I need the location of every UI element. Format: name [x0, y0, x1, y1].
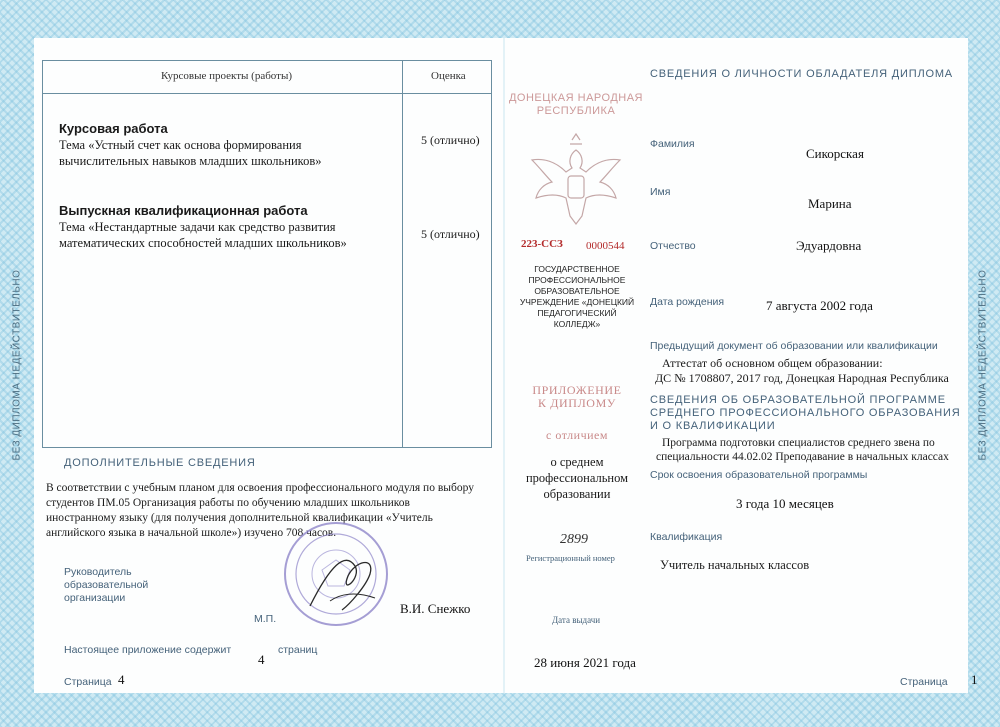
surname-label: Фамилия	[650, 138, 695, 150]
additional-line: иностранному языку (для получения дополнительной квалификации «Учитель	[46, 512, 433, 524]
additional-line: студентов ПМ.05 Организация работы по обучению младших школьников	[46, 497, 410, 509]
additional-line: В соответствии с учебным планом для освоения профессионального модуля по выбору	[46, 482, 474, 494]
dob-value: 7 августа 2002 года	[766, 298, 873, 313]
row-topic-line1: Тема «Нестандартные задачи как средство развития	[59, 220, 336, 234]
page-label-left: Страница	[64, 676, 112, 688]
col-grade-header: Оценка	[431, 70, 466, 82]
program-line2: специальности 44.02.02 Преподавание в начальных классах	[656, 451, 949, 463]
level-line: профессиональном	[525, 471, 629, 485]
series-value: 223-ССЗ	[521, 238, 563, 250]
head-label-line: Руководитель	[64, 566, 132, 578]
prev-doc-line1: Аттестат об основном общем образовании:	[662, 356, 883, 370]
appendix-line: К ДИПЛОМУ	[538, 396, 616, 410]
institution-line: ПРОФЕССИОНАЛЬНОЕ	[528, 275, 626, 285]
registration-number: 2899	[560, 532, 588, 547]
republic-line: ДОНЕЦКАЯ НАРОДНАЯ	[508, 92, 644, 104]
contains-value: 4	[258, 652, 265, 667]
patronymic-value: Эдуардовна	[796, 238, 862, 253]
republic-line: РЕСПУБЛИКА	[536, 105, 616, 117]
patronymic-label: Отчество	[650, 240, 696, 252]
course-projects-table	[42, 60, 492, 448]
side-text-left: БЕЗ ДИПЛОМА НЕДЕЙСТВИТЕЛЬНО	[11, 269, 23, 461]
page-label-right: Страница	[900, 676, 948, 688]
level-line: о среднем	[550, 455, 604, 469]
row-topic-line1: Тема «Устный счет как основа формирования	[59, 138, 302, 152]
education-level	[510, 454, 644, 502]
qualification-label: Квалификация	[650, 531, 723, 543]
row-topic-line2: математических способностей младших школьников»	[59, 236, 347, 250]
qualification-value: Учитель начальных классов	[660, 558, 810, 572]
number-value: 0000544	[586, 240, 625, 252]
appendix-line: ПРИЛОЖЕНИЕ	[532, 383, 622, 397]
honors-label: с отличием	[546, 428, 608, 442]
table-divider	[402, 61, 403, 447]
institution-line: ОБРАЗОВАТЕЛЬНОЕ	[534, 286, 620, 296]
page-number-left: 4	[118, 672, 125, 687]
additional-line: английского языка в начальной школе») изучено 708 часов.	[46, 527, 337, 539]
signature	[300, 546, 390, 616]
row-grade: 5 (отлично)	[421, 227, 480, 241]
right-side-strip	[970, 260, 996, 470]
program-title-line: СВЕДЕНИЯ ОБ ОБРАЗОВАТЕЛЬНОЙ ПРОГРАММЕ	[650, 394, 946, 406]
table-row	[59, 203, 393, 251]
institution-line: ПЕДАГОГИЧЕСКИЙ	[537, 308, 617, 318]
diploma-series	[521, 238, 563, 250]
col-projects-header: Курсовые проекты (работы)	[161, 70, 293, 82]
additional-info-text	[46, 481, 498, 541]
program-section-title	[650, 394, 961, 433]
row-title: Выпускная квалификационная работа	[59, 203, 308, 218]
dob-label: Дата рождения	[650, 296, 725, 308]
row-topic-line2: вычислительных навыков младших школьников»	[59, 154, 322, 168]
institution-line: УЧРЕЖДЕНИЕ «ДОНЕЦКИЙ	[519, 297, 635, 307]
term-value: 3 года 10 месяцев	[736, 496, 834, 511]
prev-doc-line2: ДС № 1708807, 2017 год, Донецкая Народная Республика	[655, 371, 949, 385]
table-row	[59, 121, 393, 169]
coat-of-arms-emblem	[526, 132, 626, 232]
program-line1: Программа подготовки специалистов среднего звена по	[662, 437, 935, 449]
first-name-value: Марина	[808, 196, 852, 211]
row-title: Курсовая работа	[59, 121, 168, 136]
head-label-line: образовательной	[64, 579, 149, 591]
diploma-number	[586, 240, 625, 252]
issue-date-label: Дата выдачи	[552, 615, 601, 625]
republic-name	[505, 92, 647, 118]
head-label-line: организации	[64, 592, 126, 604]
institution-line: КОЛЛЕДЖ»	[553, 319, 601, 329]
pages-word: страниц	[278, 644, 318, 656]
signer-name: В.И. Снежко	[400, 601, 471, 616]
contains-label: Настоящее приложение содержит	[64, 644, 232, 656]
level-line: образовании	[543, 487, 611, 501]
surname-value: Сикорская	[806, 146, 864, 161]
additional-info-title: ДОПОЛНИТЕЛЬНЫЕ СВЕДЕНИЯ	[64, 457, 256, 469]
registration-label: Регистрационный номер	[526, 553, 615, 563]
left-side-strip	[4, 260, 30, 470]
issue-date: 28 июня 2021 года	[534, 655, 636, 670]
page-number-right: 1	[971, 672, 978, 687]
page-fold	[503, 38, 505, 693]
row-grade: 5 (отлично)	[421, 133, 480, 147]
program-title-line: СРЕДНЕГО ПРОФЕССИОНАЛЬНОГО ОБРАЗОВАНИЯ	[650, 407, 961, 419]
first-name-label: Имя	[650, 186, 671, 198]
institution-line: ГОСУДАРСТВЕННОЕ	[534, 264, 620, 274]
institution-name	[510, 264, 644, 330]
appendix-title	[510, 384, 644, 410]
program-title-line: И О КВАЛИФИКАЦИИ	[650, 420, 776, 432]
prev-doc-label: Предыдущий документ об образовании или квалификации	[650, 340, 938, 352]
term-label: Срок освоения образовательной программы	[650, 469, 868, 481]
stamp-place-label: М.П.	[254, 613, 277, 625]
head-label	[64, 566, 148, 605]
side-text-right: БЕЗ ДИПЛОМА НЕДЕЙСТВИТЕЛЬНО	[977, 269, 989, 461]
holder-section-title: СВЕДЕНИЯ О ЛИЧНОСТИ ОБЛАДАТЕЛЯ ДИПЛОМА	[650, 68, 953, 80]
